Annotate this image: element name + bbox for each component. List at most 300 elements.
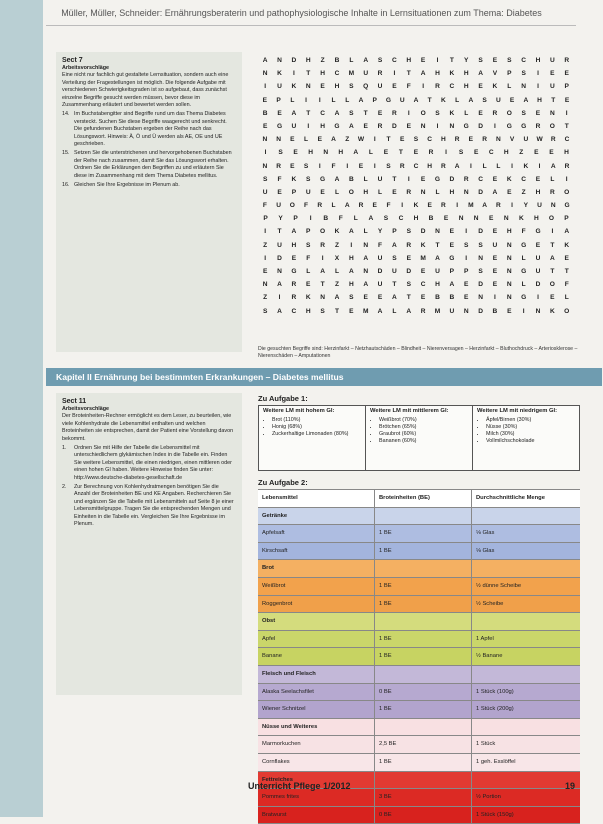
grid-letter: F <box>306 254 311 262</box>
grid-letter: L <box>306 268 311 275</box>
grid-letter: N <box>277 57 282 64</box>
grid-letter: U <box>399 96 405 104</box>
grid-letter: K <box>492 83 498 91</box>
grid-letter: L <box>349 57 354 64</box>
food-cell: Weißbrot <box>258 578 375 595</box>
grid-letter: E <box>535 175 541 183</box>
grid-letter: T <box>398 149 403 157</box>
grid-letter: H <box>535 57 541 64</box>
grid-letter: W <box>536 136 543 144</box>
grid-letter: E <box>492 254 498 262</box>
grid-letter: Y <box>464 57 469 64</box>
grid-letter: V <box>509 136 515 144</box>
grid-letter: E <box>549 149 554 157</box>
task-item <box>62 182 236 189</box>
task-number: 16. <box>62 182 70 189</box>
grid-letter: E <box>392 83 397 91</box>
grid-letter: C <box>392 57 397 64</box>
grid-letter: L <box>435 188 440 196</box>
grid-letter: I <box>422 83 425 91</box>
grid-letter: Y <box>278 215 283 223</box>
grid-letter: S <box>349 294 354 302</box>
grid-letter: D <box>478 307 483 315</box>
task-text: Zur Berechnung von Kohlenhydratmengen benötigen Sie die Anzahl der Broteinheiten BE und KE Angaben. Recherchieren Sie und ergänzen Sie die Tabelle mit Lebensmitteln auf Seite 8 je einer Lebensmittelgruppe. Tragen Sie die entsprechenden Mengen und Einheiten in die Tabelle ein. Vergleichen Sie Ihre Ergebnisse im Plenum. <box>74 484 234 528</box>
food-cell: Alaska Seelachsfilet <box>258 684 375 701</box>
grid-letter: A <box>482 202 487 210</box>
grid-letter: U <box>495 96 501 104</box>
grid-letter: T <box>427 96 432 104</box>
grid-letter: N <box>262 281 268 289</box>
grid-letter: L <box>334 188 339 196</box>
grid-letter: H <box>348 254 354 262</box>
solution-line: Die gesuchten Begriffe sind: Herzinfarkt – Netzhautschäden – Blindheit – Nierenversagen – Herzinfarkt – Bluthochdruck – Arteriosklerose – Nierenschäden – Amputationen <box>258 346 578 360</box>
grid-letter: A <box>435 254 440 262</box>
grid-letter: K <box>277 70 282 78</box>
grid-letter: N <box>506 294 512 302</box>
grid-letter: S <box>413 136 419 144</box>
grid-letter: E <box>449 228 455 236</box>
gi-column-heading: Weitere LM mit niedrigem GI: <box>477 408 558 414</box>
grid-letter: E <box>509 96 515 104</box>
amount-cell <box>472 508 580 525</box>
grid-letter: E <box>406 122 411 130</box>
grid-letter: S <box>306 175 311 183</box>
grid-letter: G <box>463 122 469 130</box>
grid-letter: S <box>507 57 512 64</box>
grid-letter: U <box>363 70 369 78</box>
grid-letter: N <box>463 188 469 196</box>
grid-letter: H <box>406 57 412 64</box>
gi-column-heading: Weitere LM mit hohem GI: <box>263 408 335 414</box>
grid-letter: A <box>262 57 268 64</box>
amount-cell: ⅛ Glas <box>476 547 495 554</box>
grid-letter: B <box>428 215 434 223</box>
grid-letter: I <box>373 162 376 170</box>
grid-letter: T <box>550 241 555 249</box>
grid-letter: I <box>307 122 310 130</box>
grid-letter: U <box>535 268 541 275</box>
header-rule <box>46 25 576 26</box>
grid-letter: R <box>392 109 397 117</box>
grid-letter: I <box>407 109 410 117</box>
grid-letter: R <box>358 202 364 210</box>
grid-letter: I <box>436 57 439 64</box>
grid-letter: H <box>435 70 440 78</box>
grid-letter: Q <box>363 83 369 91</box>
be-cell: 1 BE <box>375 578 472 595</box>
letter-grid <box>258 54 574 318</box>
grid-letter: F <box>378 241 383 249</box>
grid-letter: N <box>276 136 281 144</box>
grid-letter: D <box>478 122 483 130</box>
grid-letter: F <box>338 215 343 223</box>
grid-letter: R <box>549 188 555 196</box>
grid-letter: N <box>363 241 369 249</box>
grid-letter: T <box>320 281 325 289</box>
grid-letter: D <box>449 175 455 183</box>
grid-letter: L <box>290 96 295 104</box>
task-item <box>62 150 236 180</box>
gi-column-heading: Weitere LM mit mittlerem GI: <box>370 408 449 414</box>
footer-journal: Unterricht Pflege 1/2012 <box>248 781 351 791</box>
gi-item: • Weißbrot (70%) <box>379 417 468 424</box>
grid-letter: U <box>377 83 383 91</box>
grid-letter: E <box>320 188 325 196</box>
grid-letter: L <box>464 109 469 117</box>
grid-letter: E <box>443 215 449 223</box>
grid-letter: G <box>535 228 541 236</box>
grid-letter: H <box>320 70 325 78</box>
grid-letter: A <box>449 281 455 289</box>
grid-letter: O <box>564 307 570 315</box>
grid-letter: A <box>492 188 498 196</box>
grid-letter: D <box>478 228 483 236</box>
grid-letter: S <box>278 149 283 157</box>
grid-letter: E <box>507 307 512 315</box>
grid-letter: E <box>291 254 297 262</box>
grid-letter: U <box>276 202 281 210</box>
grid-letter: I <box>264 83 267 91</box>
grid-letter: L <box>331 96 336 104</box>
be-cell <box>375 560 472 577</box>
grid-letter: C <box>478 175 483 183</box>
grid-letter: E <box>535 109 541 117</box>
amount-cell <box>472 772 580 789</box>
grid-letter: I <box>346 162 349 170</box>
grid-letter: T <box>406 70 411 78</box>
grid-letter: E <box>413 149 419 157</box>
grid-letter: I <box>456 202 459 210</box>
grid-letter: T <box>386 136 391 144</box>
grid-letter: I <box>494 122 496 130</box>
sect11-title: Sect 11 <box>62 398 87 405</box>
grid-letter: Y <box>523 202 529 210</box>
amount-cell <box>472 613 580 630</box>
grid-letter: E <box>473 149 479 157</box>
grid-letter: W <box>357 136 365 144</box>
gi-item: • Graubrot (60%) <box>379 431 468 438</box>
grid-letter: S <box>377 57 383 64</box>
grid-letter: I <box>305 96 307 104</box>
grid-letter: X <box>334 254 340 262</box>
grid-letter: E <box>564 254 569 262</box>
task-number: 2. <box>62 484 67 491</box>
task-item <box>62 484 236 528</box>
grid-letter: S <box>478 268 483 275</box>
food-cell: Kirschsaft <box>258 543 375 560</box>
grid-letter: L <box>363 175 368 183</box>
be-cell <box>375 719 472 736</box>
be-table-header <box>258 489 580 508</box>
grid-letter: H <box>533 215 539 223</box>
grid-letter: I <box>401 202 404 210</box>
grid-letter: F <box>331 162 336 170</box>
grid-letter: A <box>277 307 282 315</box>
grid-letter: A <box>353 149 359 157</box>
grid-letter: N <box>463 307 469 315</box>
grid-letter: E <box>377 294 383 302</box>
grid-letter: R <box>317 202 323 210</box>
grid-letter: K <box>564 241 570 249</box>
gi-item: • Brötchen (65%) <box>379 424 468 431</box>
task-item <box>62 445 236 482</box>
be-cell: 2,5 BE <box>375 736 472 753</box>
grid-letter: N <box>506 241 512 249</box>
grid-letter: C <box>521 175 527 183</box>
be-row <box>258 684 580 702</box>
grid-letter: C <box>398 215 404 223</box>
grid-letter: O <box>420 109 426 117</box>
grid-letter: K <box>441 96 446 104</box>
grid-letter: E <box>293 149 298 157</box>
be-row <box>258 525 580 543</box>
grid-letter: N <box>503 215 509 223</box>
grid-letter: C <box>488 149 494 157</box>
grid-letter: K <box>334 228 340 236</box>
be-row <box>258 807 580 824</box>
page-number: 19 <box>565 781 576 791</box>
food-cell: Obst <box>258 613 375 630</box>
grid-letter: A <box>334 175 340 183</box>
grid-row <box>258 239 574 252</box>
grid-letter: D <box>392 122 397 130</box>
be-cell: 3 BE <box>375 789 472 806</box>
be-row <box>258 789 580 807</box>
grid-letter: A <box>334 109 340 117</box>
food-cell: Wiener Schnitzel <box>258 701 375 718</box>
grid-letter: H <box>463 70 469 78</box>
be-cell: 1 BE <box>375 701 472 718</box>
grid-letter: H <box>449 188 455 196</box>
grid-letter: S <box>303 162 309 170</box>
grid-letter: I <box>318 96 321 104</box>
grid-letter: H <box>535 188 541 196</box>
grid-letter: E <box>492 175 498 183</box>
grid-letter: O <box>548 215 554 223</box>
grid-letter: S <box>406 228 411 236</box>
grid-letter: M <box>348 70 355 78</box>
grid-letter: L <box>392 307 397 315</box>
grid-letter: N <box>521 83 527 91</box>
amount-cell: 1 geh. Esslöffel <box>476 758 516 765</box>
grid-letter: R <box>492 109 498 117</box>
grid-letter: U <box>549 83 555 91</box>
task-text: Gleichen Sie Ihre Ergebnisse im Plenum ab. <box>74 182 180 189</box>
grid-letter: E <box>550 294 555 302</box>
grid-letter: R <box>564 57 570 64</box>
grid-letter: L <box>550 175 555 183</box>
grid-letter: Z <box>263 241 268 249</box>
grid-letter: I <box>537 294 539 302</box>
grid-letter: G <box>291 268 297 275</box>
grid-letter: N <box>323 149 329 157</box>
grid-letter: Z <box>334 281 339 289</box>
grid-letter: D <box>377 268 383 275</box>
grid-letter: L <box>455 96 460 104</box>
grid-letter: E <box>377 109 383 117</box>
amount-cell <box>472 719 580 736</box>
grid-letter: G <box>434 175 441 183</box>
grid-letter: T <box>550 268 555 275</box>
grid-letter: G <box>320 175 326 183</box>
grid-letter: U <box>291 122 297 130</box>
grid-letter: T <box>406 294 411 302</box>
grid-letter: Y <box>377 228 383 236</box>
be-cell: 1 BE <box>375 596 472 613</box>
grid-letter: U <box>262 188 268 196</box>
grid-letter: K <box>291 175 297 183</box>
grid-letter: I <box>292 70 295 78</box>
grid-letter: E <box>464 294 469 302</box>
grid-letter: D <box>478 281 483 289</box>
grid-letter: H <box>503 149 509 157</box>
grid-letter: L <box>363 228 368 236</box>
grid-letter: R <box>435 83 440 91</box>
grid-letter: E <box>478 83 483 91</box>
grid-letter: O <box>549 122 555 130</box>
grid-letter: U <box>523 136 529 144</box>
grid-letter: S <box>521 109 526 117</box>
task-text: Setzen Sie die unterstrichenen und hervorgehobenen Buchstaben der Reihe nach zusammen, damit Sie das Lösungswort erhalten. Ordnen Sie die Erklärungen den Begriffen zu und erläutern Sie diese im Zusammenhang mit dem Thema Diabetes mellitus. <box>74 150 232 179</box>
grid-letter: A <box>523 96 529 104</box>
grid-letter: V <box>492 70 498 78</box>
gi-item: • Honig (68%) <box>272 424 361 431</box>
grid-letter: U <box>549 57 555 64</box>
grid-letter: I <box>565 109 568 117</box>
grid-letter: H <box>291 241 297 249</box>
food-cell: Banane <box>258 648 375 665</box>
grid-letter: I <box>264 254 267 262</box>
be-group-row <box>258 613 580 631</box>
grid-letter: I <box>469 162 472 170</box>
be-cell <box>375 666 472 683</box>
grid-letter: A <box>549 254 555 262</box>
grid-row <box>258 186 574 199</box>
grid-letter: A <box>320 268 325 275</box>
grid-letter: H <box>334 83 340 91</box>
grid-letter: U <box>305 188 311 196</box>
grid-letter: K <box>305 294 311 302</box>
grid-letter: E <box>492 268 498 275</box>
grid-letter: U <box>377 281 383 289</box>
grid-letter: E <box>383 149 389 157</box>
grid-letter: I <box>393 70 396 78</box>
grid-letter: M <box>434 307 441 315</box>
grid-letter: R <box>564 162 570 170</box>
grid-letter: T <box>306 109 311 117</box>
grid-letter: N <box>478 254 483 262</box>
grid-letter: N <box>277 268 282 275</box>
grid-letter: I <box>511 202 513 210</box>
grid-letter: A <box>454 162 460 170</box>
sect11-subtitle: Arbeitsvorschläge <box>62 406 110 412</box>
be-table <box>258 489 580 824</box>
grid-letter: A <box>550 162 556 170</box>
grid-letter: R <box>276 162 281 170</box>
amount-cell: ½ Banane <box>476 653 503 660</box>
grid-letter: R <box>291 294 297 302</box>
grid-letter: P <box>291 188 297 196</box>
grid-letter: G <box>449 254 455 262</box>
grid-letter: I <box>350 241 353 249</box>
grid-letter: K <box>413 202 419 210</box>
grid-letter: C <box>420 281 426 289</box>
be-cell: 1 BE <box>375 543 472 560</box>
grid-letter: H <box>320 122 325 130</box>
sect7-intro: Eine nicht nur fachlich gut gestaltete Lernsituation, sondern auch eine Verteilung der Fragestellungen ist möglich. Die folgende Aufgabe mit verschiedenen Schwierigkeitsgraden ist so aufgebaut, dass zunächst einzelne Begriffe gesucht werden müssen, bevor diese im Zusammenhang erläutert und bewertet werden sollen. <box>62 72 229 109</box>
be-group-row <box>258 560 580 578</box>
grid-letter: N <box>420 122 426 130</box>
grid-row <box>258 146 574 159</box>
food-cell: Roggenbrot <box>258 596 375 613</box>
amount-cell: ½ Portion <box>476 794 501 801</box>
grid-letter: U <box>377 175 383 183</box>
be-cell <box>375 772 472 789</box>
grid-letter: N <box>473 215 479 223</box>
grid-letter: K <box>518 215 524 223</box>
food-cell: Nüsse und Weiteres <box>258 719 375 736</box>
grid-letter: T <box>564 268 569 275</box>
grid-letter: Z <box>320 57 325 64</box>
grid-letter: E <box>320 83 325 91</box>
amount-cell: ½ dünne Scheibe <box>476 582 522 589</box>
grid-letter: E <box>492 228 498 236</box>
grid-letter: Z <box>263 294 268 302</box>
grid-letter: N <box>550 202 556 210</box>
gi-item: • Vollmilchschokolade <box>486 438 575 445</box>
grid-letter: A <box>358 96 364 104</box>
gi-item: • Nüsse (30%) <box>486 424 575 431</box>
grid-letter: R <box>535 122 541 130</box>
grid-letter: A <box>334 294 340 302</box>
grid-row <box>258 265 574 278</box>
grid-letter: P <box>276 96 281 104</box>
be-row <box>258 578 580 596</box>
grid-letter: O <box>549 281 555 289</box>
grid-letter: E <box>306 281 311 289</box>
grid-letter: E <box>363 122 368 130</box>
grid-letter: R <box>377 122 383 130</box>
grid-letter: L <box>496 162 501 170</box>
grid-letter: K <box>449 70 455 78</box>
grid-letter: N <box>363 268 369 275</box>
grid-letter: B <box>348 175 354 183</box>
grid-row <box>258 80 574 93</box>
grid-letter: I <box>537 70 539 78</box>
grid-letter: Z <box>345 136 350 144</box>
grid-letter: E <box>290 162 295 170</box>
grid-letter: L <box>353 215 358 223</box>
grid-letter: Z <box>521 188 526 196</box>
grid-letter: E <box>564 96 570 104</box>
grid-letter: S <box>478 241 483 249</box>
grid-letter: R <box>377 70 383 78</box>
grid-letter: S <box>262 175 268 183</box>
grid-letter: I <box>373 136 376 144</box>
grid-letter: E <box>290 136 295 144</box>
grid-letter: T <box>551 96 556 104</box>
grid-letter: L <box>304 136 309 144</box>
grid-letter: U <box>277 83 282 91</box>
grid-letter: U <box>492 241 498 249</box>
grid-letter: I <box>407 175 410 183</box>
header-cell: Broteinheiten (BE) <box>375 490 472 507</box>
grid-letter: E <box>534 149 539 157</box>
grid-letter: I <box>465 228 468 236</box>
grid-letter: S <box>458 149 464 157</box>
grid-letter: I <box>465 254 468 262</box>
grid-letter: I <box>321 254 324 262</box>
